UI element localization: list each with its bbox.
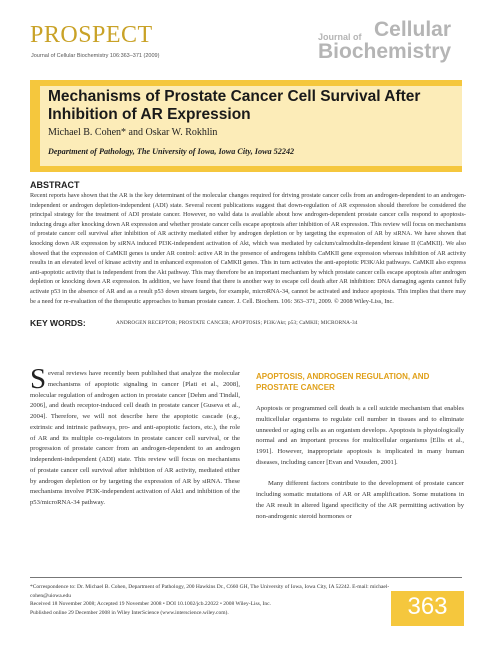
keywords-list: ANDROGEN RECEPTOR; PROSTATE CANCER; APOPTOSIS; PI3K/Akt; p53; CaMKII; MICRORNA-34 [116,320,358,326]
intro-paragraph [30,369,240,509]
article-authors: Michael B. Cohen* and Oskar W. Rokhlin [48,127,218,138]
article-title: Mechanisms of Prostate Cancer Cell Survival After Inhibition of AR Expression [48,88,421,123]
abstract-heading: ABSTRACT [30,180,80,190]
journal-name-line2: Biochemistry [318,40,452,63]
article-affiliation: Department of Pathology, The University of Iowa, Iowa City, Iowa 52242 [48,147,295,156]
section-label: PROSPECT [30,22,153,48]
journal-name-prefix: Journal of [318,32,362,42]
section-paragraph-2: Many different factors contribute to the development of prostate cancer including somatic mutations of AR or AR amplification. Some mutations in the AR result in altered ligand specificity of the AR permitting activation by non-androgenic steroid hormones or [256,480,464,520]
footer-divider [30,577,462,578]
section-paragraph-1: Apoptosis or programmed cell death is a cell suicide mechanism that enables multicellular organisms to regulate cell number in tissues and to eliminate unneeded or aging cells as an organism develops. Apoptosis is physiologically normal and an important process for multicellular organisms [Ellis et al., 1991]. However, inappropriate apoptosis is implicated in many human diseases, including cancer [Evan and Vousden, 2001]. [256,405,464,466]
footer-notes [30,583,390,617]
intro-paragraph-text: everal reviews have recently been published that analyze the molecular mechanisms of apoptotic signaling in cancer [Plati et al., 2008], molecular regulation of androgen action in prostate cancer [Dehm and Tindall, 2006], and death receptor-induced cell death in prostate cancer [Guseva et al., 2004]. Therefore, we will not describe here the apoptotic cascade (e.g., extrinsic and intrinsic pathways, pro- and anti-apoptotic factors, etc.), the role of AR and its multiple co-regulators in prostate cancer cell survival, or the progression of prostate cancer from an androgen-dependent to an androgen independent-independent (ADI) state. This review will focus on mechanisms of prostate cancer cell survival after inhibition of AR activity, mediated either by androgen depletion or by targeting the expression of AR by siRNA. These mechanisms involve PI3K-independent activation of Akt1 and inhibition of the p53/microRNA-34 pathway. [30,370,240,506]
received-dates: Received 18 November 2008; Accepted 19 November 2008 • DOI 10.1002/jcb.22022 • 2008 Wiley-Liss, Inc. [30,601,271,608]
correspondence-note: *Correspondence to: Dr. Michael B. Cohen, Department of Pathology, 200 Hawkins Dr., C660 GH, The University of Iowa, Iowa City, IA 52242. E-mail: michael-cohen@uiowa.edu [30,584,390,599]
drop-cap: S [30,363,47,395]
keywords-label: KEY WORDS: [30,318,86,328]
abstract-text: Recent reports have shown that the AR is the key determinant of the molecular changes required for driving prostate cancer cells from an androgen-dependent to an androgen-independent or androgen depletion-independent (ADI) state. Several recent publications suggest that down-regulation of AR expression should therefore be considered the principal strategy for the treatment of ADI prostate cancer. However, no valid data is available about how androgen-dependent prostate cancer cells respond to apoptosis-inducing drugs after knocking down AR expression and whether prostate cancer cells escape apoptosis after inhibition of AR expression. This review will focus on mechanisms of prostate cancer cell survival after inhibition of AR activity mediated either by androgen depletion or by targeting the expression of AR by siRNA. We have shown that knocking down AR expression by siRNA induced PI3K-independent activation of Akt, which was mediated by calcium/calmodulin-dependent kinase II (CaMKII). We also showed that the expression of CaMKII genes is under AR control: active AR in the presence of androgens inhibits CaMKII gene expression whereas inhibition of AR activity results in an elevated level of kinase activity and in enhanced expression of CaMKII genes. This in turn activates the anti-apoptotic PI3K/Akt pathways. CaMKII also express anti-apoptotic activity that is independent from the Akt pathway. This may therefore be an important mechanism by which prostate cancer cells escape apoptosis after androgen depletion or knocking down AR expression. In addition, we have found that there is another way to escape cell death after AR inhibition: DNA damaging agents cannot fully activate p53 in the absence of AR and as a result p53 down stream targets, for example, microRNA-34, cannot be activated and induce apoptosis. This implies that there may be a need for re-evaluation of the therapeutic approaches to human prostate cancer. J. Cell. Biochem. 106: 363–371, 2009. © 2008 Wiley-Liss, Inc. [30,192,466,305]
published-online: Published online 29 December 2008 in Wiley InterScience (www.interscience.wiley.com). [30,609,229,616]
section-body [256,404,464,533]
section-heading: APOPTOSIS, ANDROGEN REGULATION, AND PROSTATE CANCER [256,372,430,392]
page-number: 363 [407,593,448,620]
journal-citation: Journal of Cellular Biochemistry 106:363–371 (2009) [31,53,160,59]
journal-name-line1: Cellular [374,18,452,41]
